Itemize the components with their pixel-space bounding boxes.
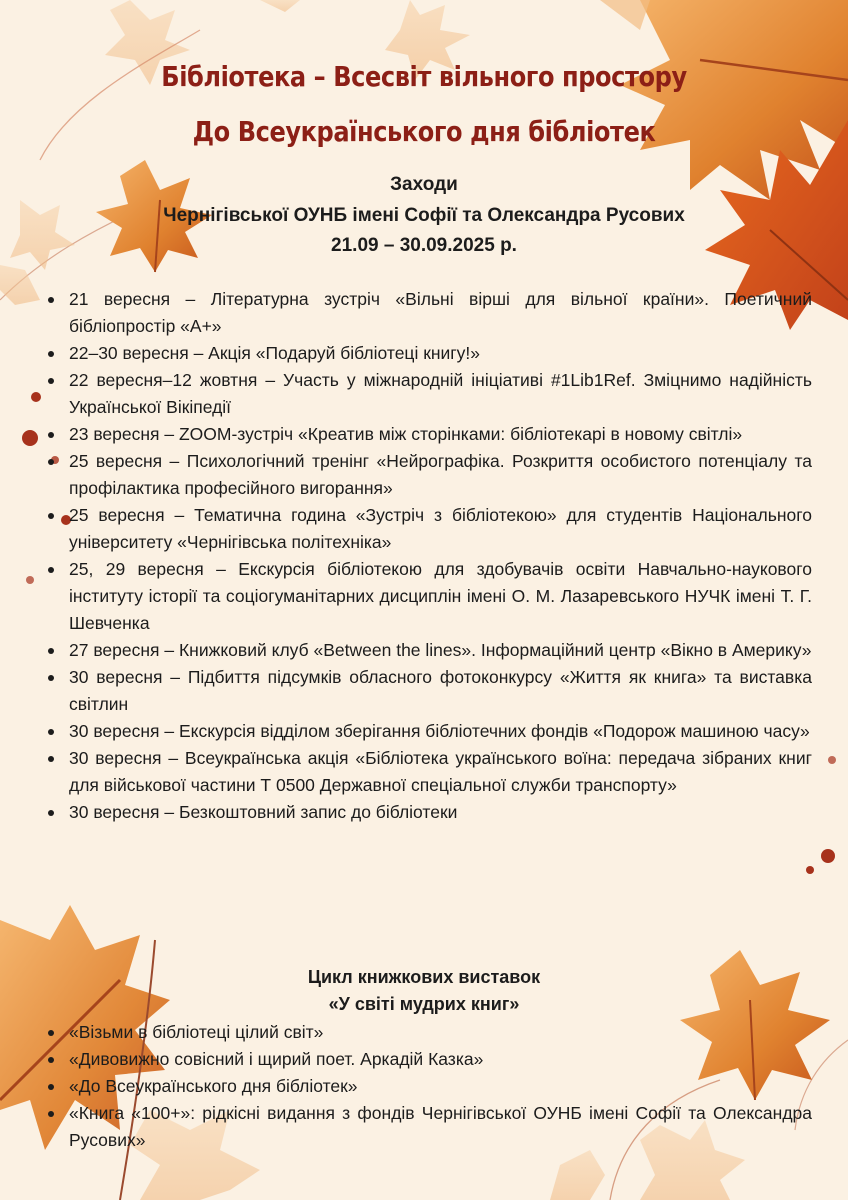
events-list xyxy=(34,286,812,826)
exhibitions-series-name: «У світі мудрих книг» xyxy=(328,994,520,1014)
exhibitions-heading: Цикл книжкових виставок xyxy=(307,967,541,987)
list-item: 25 вересня – Психологічний тренінг «Нейрографіка. Розкриття особистого потенціалу та профілактика професійного вигорання» xyxy=(34,448,812,502)
list-item: «До Всеукраїнського дня бібліотек» xyxy=(34,1073,812,1100)
page-title: Бібліотека – Всесвіт вільного простору xyxy=(161,60,687,93)
list-item: 25, 29 вересня – Екскурсія бібліотекою для здобувачів освіти Навчально-наукового інституту історії та соціогуманітарних дисциплін імені О. М. Лазаревського НУЧК імені Т. Г. Шевченка xyxy=(34,556,812,637)
exhibitions-list xyxy=(34,1019,812,1154)
list-item: «Книга «100+»: рідкісні видання з фондів Чернігівської ОУНБ імені Софії та Олександра Русових» xyxy=(34,1100,812,1154)
organizer-name: Чернігівської ОУНБ імені Софії та Олександра Русових xyxy=(163,205,685,226)
list-item: 25 вересня – Тематична година «Зустріч з бібліотекою» для студентів Національного університету «Чернігівська політехніка» xyxy=(34,502,812,556)
page-subtitle: До Всеукраїнського дня бібліотек xyxy=(192,115,656,148)
list-item: 23 вересня – ZOOM-зустріч «Креатив між сторінками: бібліотекарі в новому світлі» xyxy=(34,421,812,448)
list-item: «Дивовижно совісний і щирий поет. Аркадій Казка» xyxy=(34,1046,812,1073)
list-item: «Візьми в бібліотеці цілий світ» xyxy=(34,1019,812,1046)
list-item: 30 вересня – Всеукраїнська акція «Бібліотека українського воїна: передача зібраних книг для військової частини Т 0500 Державної спеціальної служби транспорту» xyxy=(34,745,812,799)
events-heading: Заходи xyxy=(390,174,458,195)
list-item: 30 вересня – Підбиття підсумків обласного фотоконкурсу «Життя як книга» та виставка світлин xyxy=(34,664,812,718)
list-item: 30 вересня – Безкоштовний запис до бібліотеки xyxy=(34,799,812,826)
list-item: 27 вересня – Книжковий клуб «Between the lines». Інформаційний центр «Вікно в Америку» xyxy=(34,637,812,664)
date-range: 21.09 – 30.09.2025 р. xyxy=(331,235,517,256)
list-item: 22–30 вересня – Акція «Подаруй бібліотеці книгу!» xyxy=(34,340,812,367)
list-item: 30 вересня – Екскурсія відділом зберігання бібліотечних фондів «Подорож машиною часу» xyxy=(34,718,812,745)
list-item: 22 вересня–12 жовтня – Участь у міжнародній ініціативі #1Lib1Ref. Зміцнимо надійність Української Вікіпедії xyxy=(34,367,812,421)
list-item: 21 вересня – Літературна зустріч «Вільні вірші для вільної країни». Поетичний бібліопростір «А+» xyxy=(34,286,812,340)
